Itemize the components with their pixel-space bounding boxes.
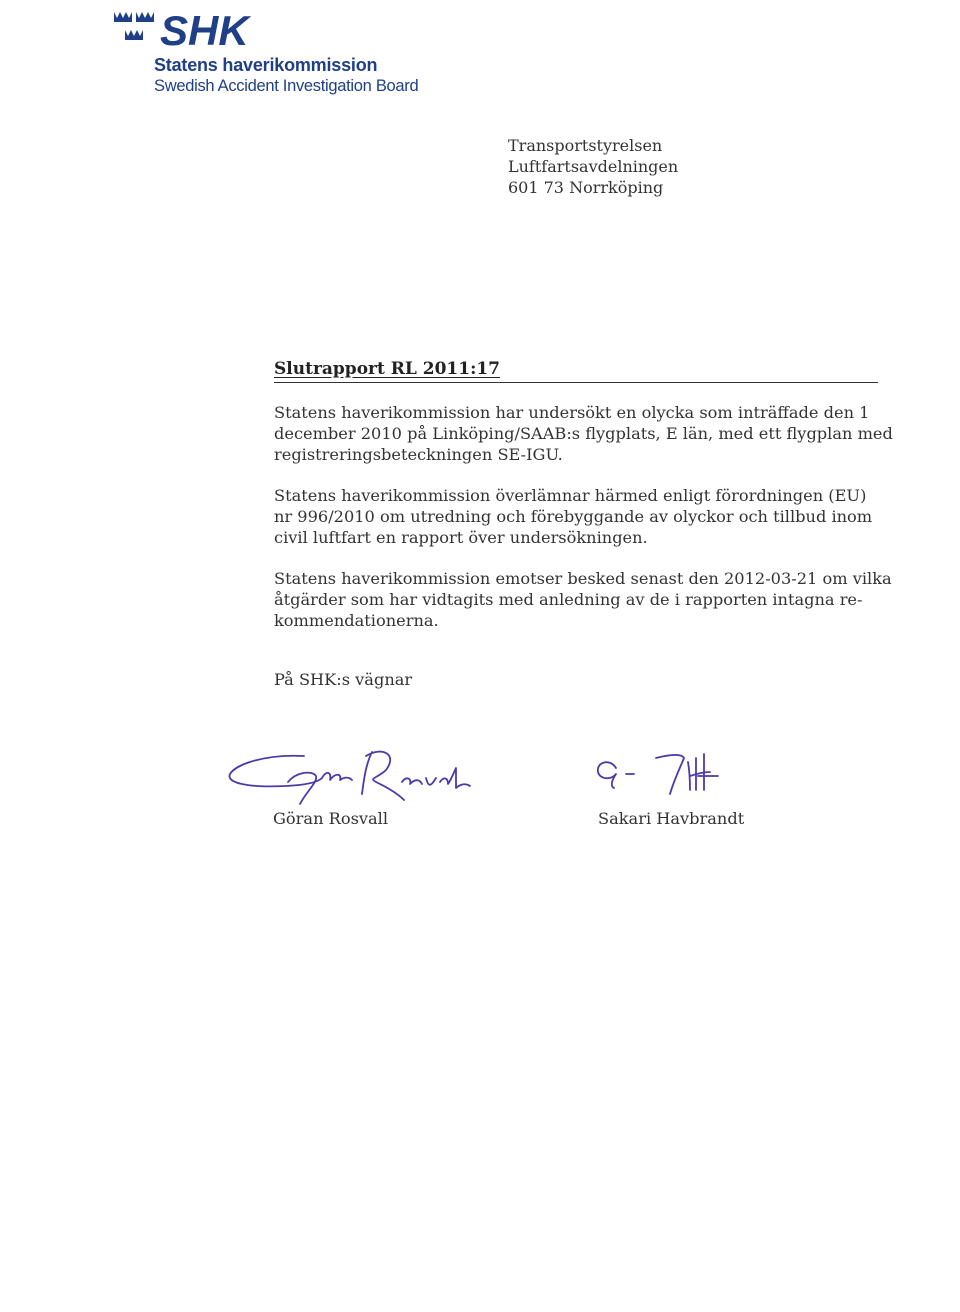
paragraph-regulation [274, 485, 884, 548]
recipient-line-2: Luftfartsavdelningen [508, 157, 679, 176]
paragraph-line: Statens haverikommission överlämnar härmed enligt förordningen (EU) [274, 486, 867, 505]
paragraph-line: Statens haverikommission emotser besked senast den 2012-03-21 om vilka [274, 569, 892, 588]
title-divider [274, 382, 878, 383]
recipient-line-3: 601 73 Norrköping [508, 178, 664, 197]
organization-name: Statens haverikommission [154, 55, 378, 75]
paragraph-investigation [274, 402, 893, 465]
paragraph-line: registreringsbeteckningen SE-IGU. [274, 445, 563, 464]
paragraph-response-request [274, 568, 892, 631]
paragraph-line: Statens haverikommission har undersökt en olycka som inträffade den 1 [274, 403, 870, 422]
shk-logo [112, 6, 272, 54]
signature-goran-rosvall [226, 742, 496, 814]
organization-name-english: Swedish Accident Investigation Board [154, 77, 419, 95]
paragraph-line: nr 996/2010 om utredning och förebyggande av olyckor och tillbud inom [274, 507, 873, 526]
report-title: Slutrapport RL 2011:17 [274, 359, 501, 379]
signatory-name-1: Göran Rosvall [273, 809, 389, 828]
signatory-name-2: Sakari Havbrandt [598, 809, 745, 828]
paragraph-line: kommendationerna. [274, 611, 439, 630]
three-crowns-icon [114, 12, 154, 40]
paragraph-line: åtgärder som har vidtagits med anledning av de i rapporten intagna re- [274, 590, 863, 609]
signature-sakari-havbrandt [586, 744, 756, 804]
paragraph-line: december 2010 på Linköping/SAAB:s flygplats, E län, med ett flygplan med [274, 424, 893, 443]
closing-phrase: På SHK:s vägnar [274, 670, 413, 689]
recipient-line-1: Transportstyrelsen [508, 136, 663, 155]
paragraph-line: civil luftfart en rapport över undersökningen. [274, 528, 648, 547]
svg-text:SHK: SHK [160, 7, 249, 54]
